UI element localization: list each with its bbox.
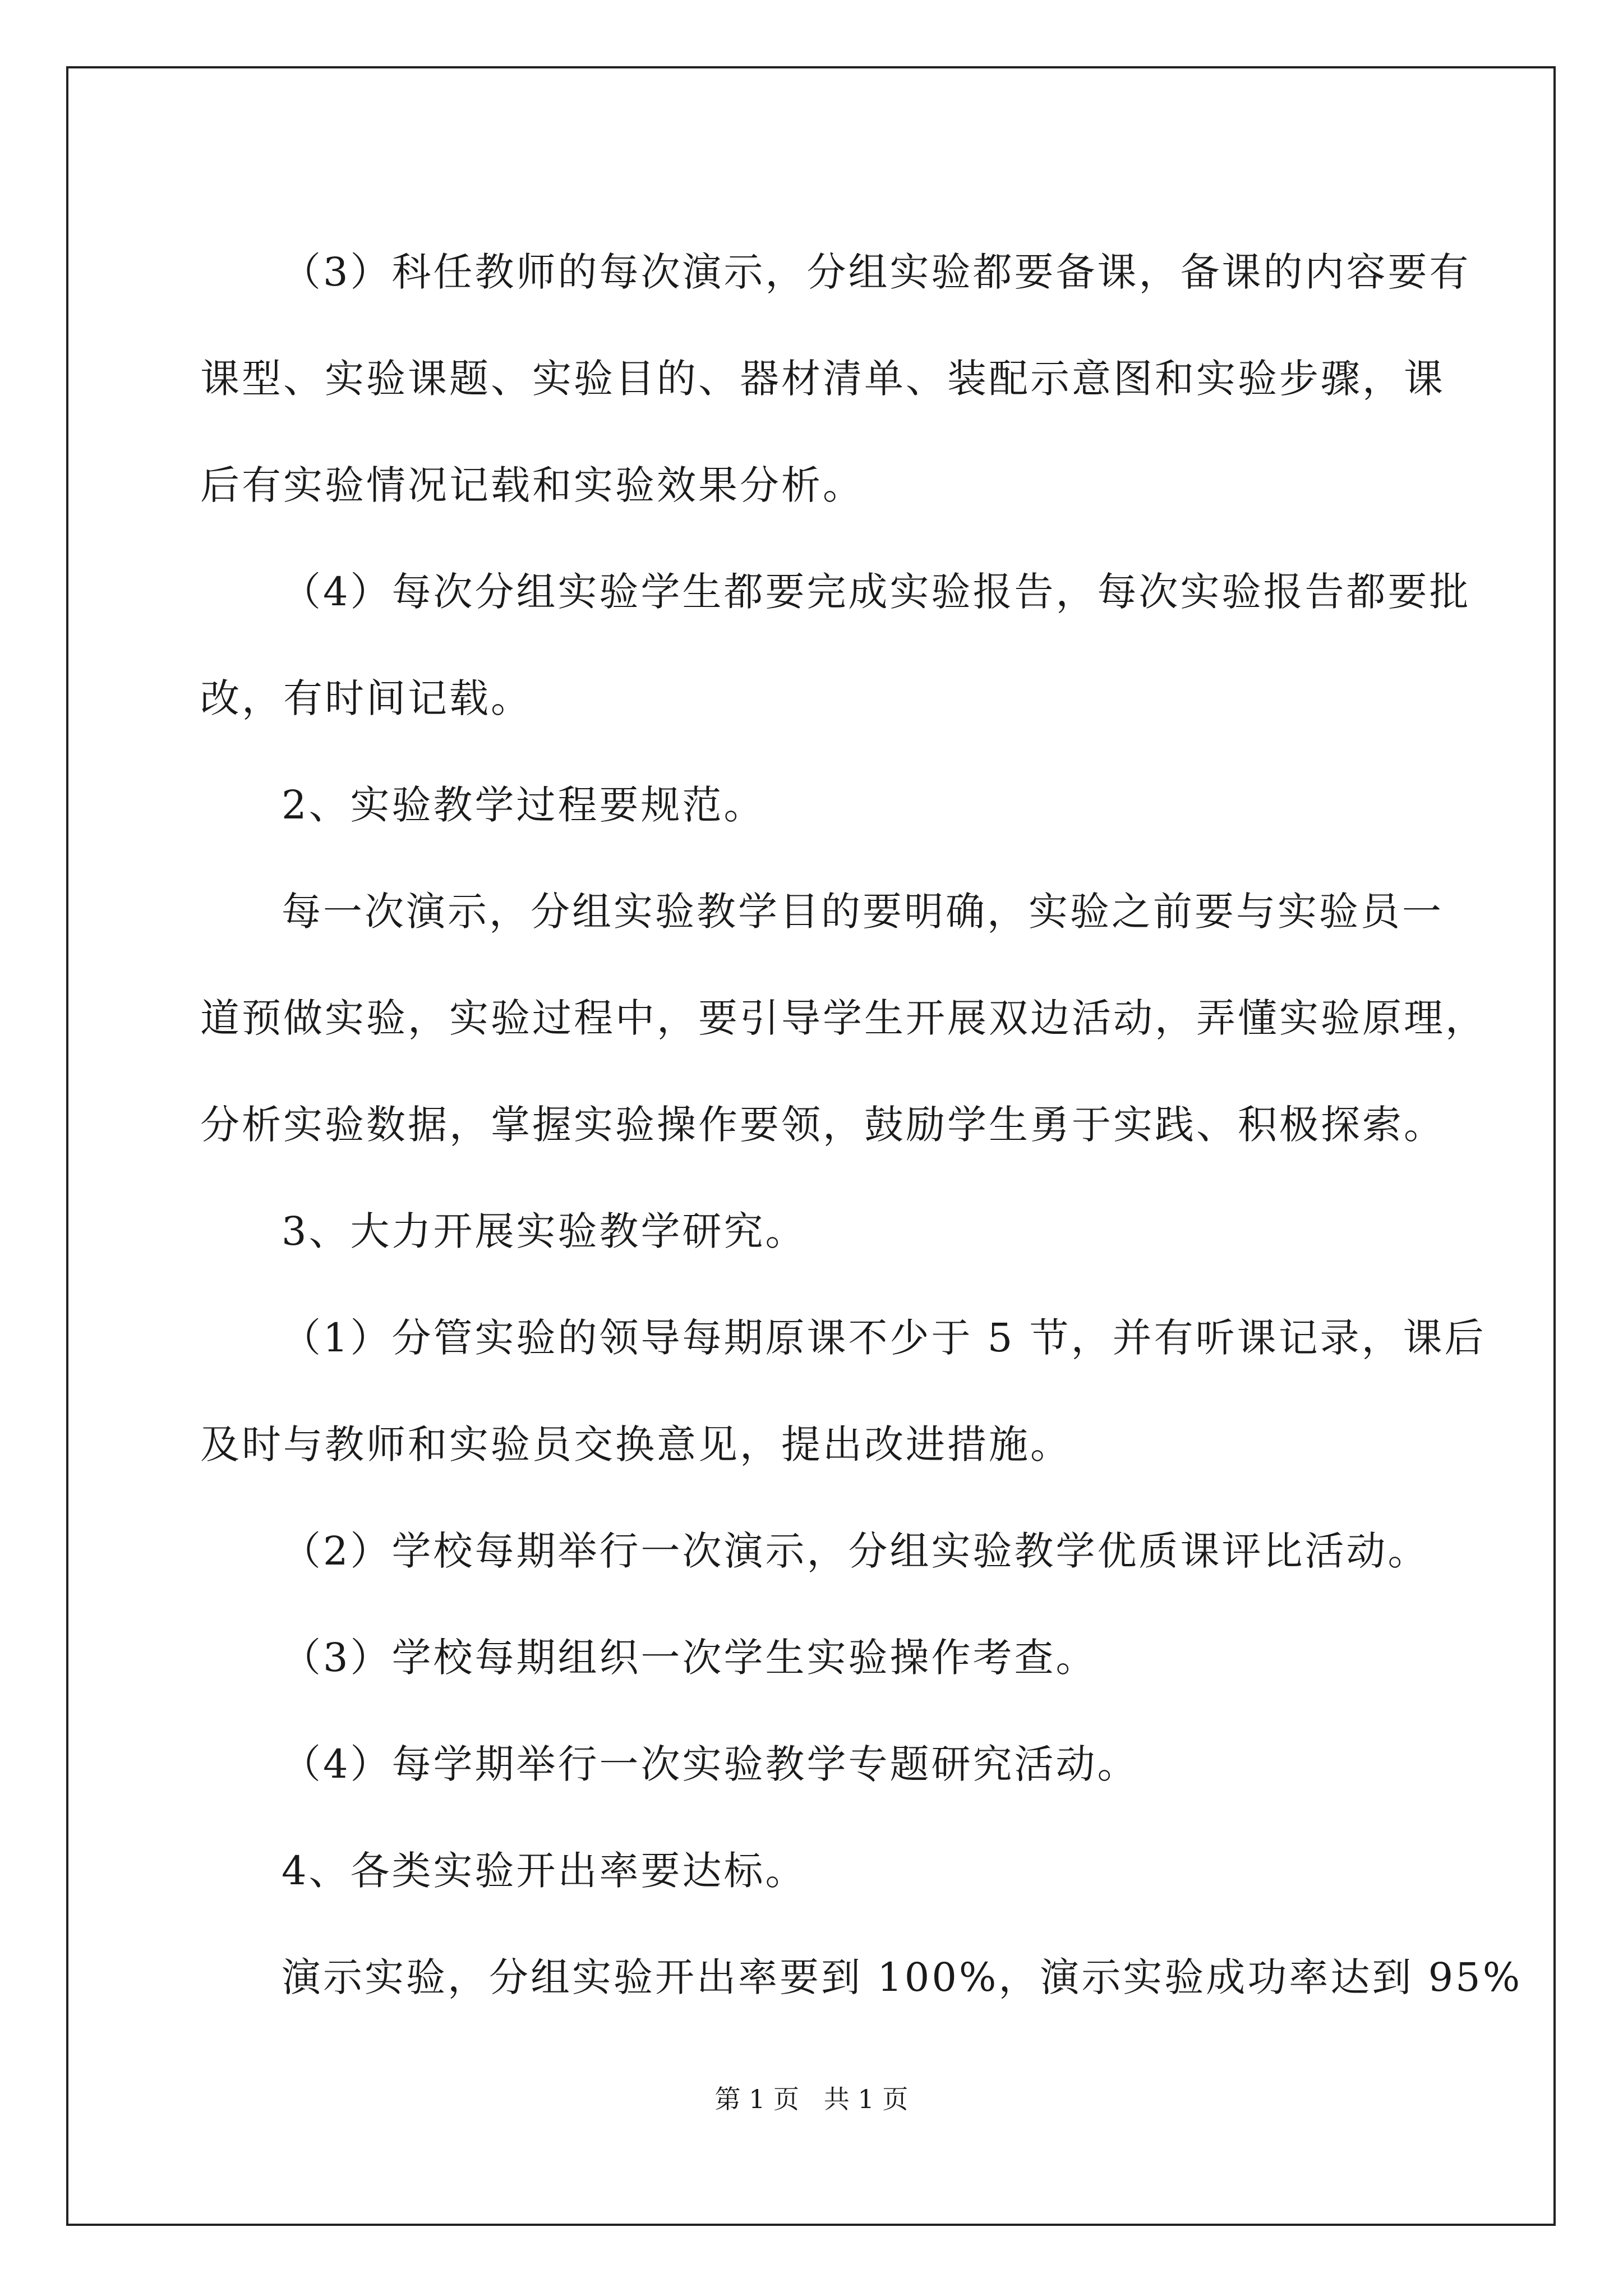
text-line: 演示实验，分组实验开出率要到 100%，演示实验成功率达到 95% [282, 1954, 1523, 2000]
text-line: （4）每次分组实验学生都要完成实验报告，每次实验报告都要批 [282, 569, 1471, 615]
text-line: （1）分管实验的领导每期原课不少于 5 节，并有听课记录，课后 [282, 1315, 1486, 1361]
text-line: 道预做实验，实验过程中，要引导学生开展双边活动，弄懂实验原理， [200, 995, 1487, 1041]
text-line: （3）学校每期组织一次学生实验操作考查。 [282, 1635, 1098, 1681]
text-line: （4）每学期举行一次实验教学专题研究活动。 [282, 1741, 1139, 1787]
text-line: 4、各类实验开出率要达标。 [282, 1848, 807, 1894]
text-line: 2、实验教学过程要规范。 [282, 782, 766, 828]
text-line: 3、大力开展实验教学研究。 [282, 1208, 807, 1254]
text-line: 分析实验数据，掌握实验操作要领，鼓励学生勇于实践、积极探索。 [200, 1102, 1445, 1148]
text-line: 后有实验情况记载和实验效果分析。 [200, 462, 864, 508]
text-line: （2）学校每期举行一次演示，分组实验教学优质课评比活动。 [282, 1528, 1430, 1574]
text-line: 每一次演示，分组实验教学目的要明确，实验之前要与实验员一 [282, 889, 1444, 935]
page-footer: 第 1 页 共 1 页 [714, 2084, 909, 2114]
document-body [200, 219, 1523, 2031]
text-line: 改，有时间记载。 [200, 675, 532, 721]
text-line: （3）科任教师的每次演示，分组实验都要备课，备课的内容要有 [282, 249, 1471, 295]
text-line: 及时与教师和实验员交换意见，提出改进措施。 [200, 1421, 1072, 1467]
text-line: 课型、实验课题、实验目的、器材清单、装配示意图和实验步骤，课 [200, 356, 1445, 402]
